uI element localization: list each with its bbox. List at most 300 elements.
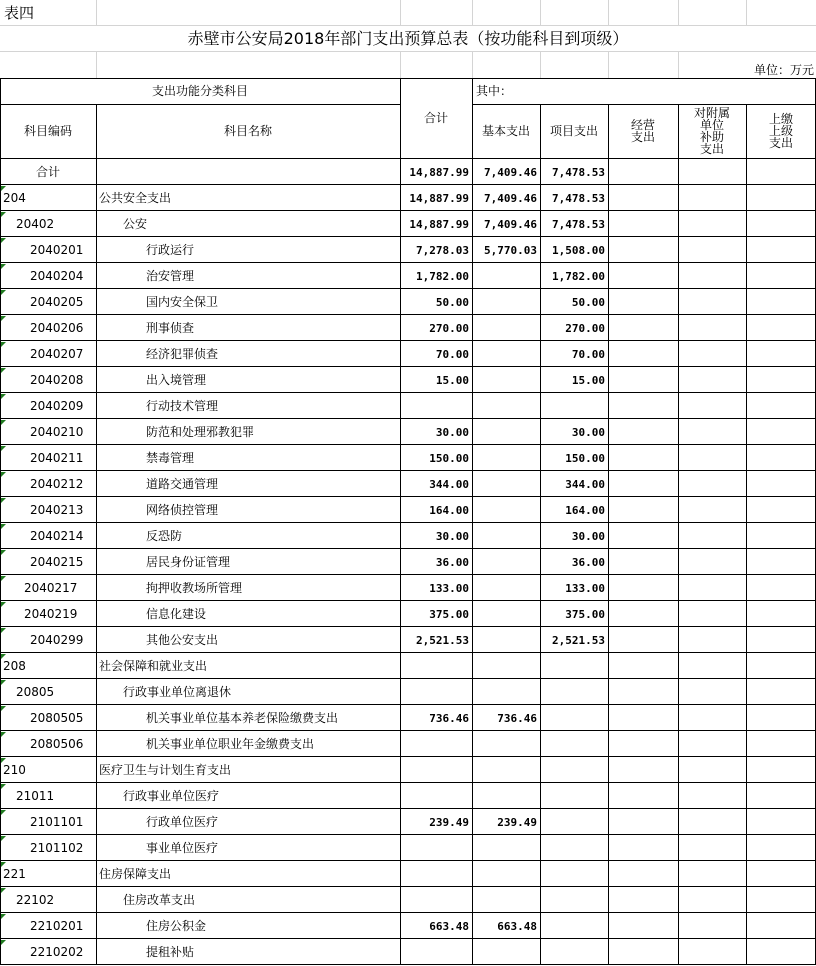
row-empty-cell[interactable] [678, 549, 746, 575]
row-code[interactable]: 2040209 [30, 399, 84, 413]
table-border [0, 104, 400, 105]
row-empty-cell[interactable] [678, 159, 746, 185]
row-empty-cell[interactable] [608, 705, 678, 731]
row-empty-cell[interactable] [746, 809, 816, 835]
cell-marker-icon [1, 602, 6, 607]
row-empty-cell[interactable] [608, 861, 678, 887]
table-border [0, 392, 816, 393]
table-border [0, 548, 816, 549]
row-empty-cell[interactable] [746, 341, 816, 367]
row-empty-cell[interactable] [746, 939, 816, 965]
row-total[interactable]: 2,521.53 [416, 633, 469, 647]
row-code[interactable]: 210 [3, 763, 26, 777]
row-empty-cell[interactable] [746, 419, 816, 445]
row-empty-cell[interactable] [746, 289, 816, 315]
gridline [608, 52, 609, 78]
cell-marker-icon [1, 706, 6, 711]
row-basic[interactable] [472, 523, 540, 549]
row-code[interactable]: 2040212 [30, 477, 84, 491]
row-name[interactable]: 社会保障和就业支出 [99, 659, 208, 673]
row-empty-cell[interactable] [678, 393, 746, 419]
row-total[interactable] [400, 731, 472, 757]
row-empty-cell[interactable] [678, 939, 746, 965]
header-basic[interactable]: 基本支出 [481, 124, 530, 138]
row-empty-cell[interactable] [746, 523, 816, 549]
cell-marker-icon [1, 758, 6, 763]
table-border [0, 340, 816, 341]
row-total[interactable]: 150.00 [429, 451, 469, 465]
row-name[interactable]: 住房改革支出 [123, 893, 196, 907]
row-code[interactable]: 2040201 [30, 243, 84, 257]
row-empty-cell[interactable] [678, 575, 746, 601]
row-code[interactable]: 2040207 [30, 347, 84, 361]
row-basic[interactable]: 7,409.46 [484, 217, 537, 231]
row-empty-cell[interactable] [678, 783, 746, 809]
row-empty-cell[interactable] [678, 913, 746, 939]
row-total[interactable]: 14,887.99 [409, 217, 469, 231]
row-empty-cell[interactable] [678, 341, 746, 367]
row-empty-cell[interactable] [608, 445, 678, 471]
table-border [0, 912, 816, 913]
row-empty-cell[interactable] [608, 809, 678, 835]
row-name[interactable]: 治安管理 [146, 269, 195, 283]
row-basic[interactable] [472, 263, 540, 289]
row-total[interactable]: 50.00 [435, 295, 469, 309]
row-total[interactable]: 1,782.00 [416, 269, 469, 283]
row-code[interactable]: 22102 [16, 893, 55, 907]
row-empty-cell[interactable] [608, 393, 678, 419]
row-name[interactable]: 机关事业单位基本养老保险缴费支出 [146, 711, 339, 725]
header-name[interactable]: 科目名称 [223, 124, 272, 138]
row-empty-cell[interactable] [746, 237, 816, 263]
row-name[interactable]: 反恐防 [146, 529, 183, 543]
row-project[interactable]: 150.00 [565, 451, 605, 465]
row-basic[interactable] [472, 601, 540, 627]
row-empty-cell[interactable] [608, 913, 678, 939]
row-basic[interactable] [472, 445, 540, 471]
table-border [0, 314, 816, 315]
row-code[interactable]: 2040211 [30, 451, 84, 465]
row-total[interactable]: 270.00 [429, 321, 469, 335]
row-empty-cell[interactable] [746, 705, 816, 731]
row-empty-cell[interactable] [746, 835, 816, 861]
row-empty-cell[interactable] [746, 315, 816, 341]
row-empty-cell[interactable] [746, 263, 816, 289]
row-total[interactable]: 164.00 [429, 503, 469, 517]
row-basic[interactable] [472, 289, 540, 315]
row-name[interactable] [96, 159, 400, 185]
row-code[interactable]: 2040219 [24, 607, 78, 621]
row-project[interactable]: 164.00 [565, 503, 605, 517]
row-name[interactable]: 禁毒管理 [146, 451, 195, 465]
row-name[interactable]: 拘押收教场所管理 [146, 581, 243, 595]
row-empty-cell[interactable] [678, 237, 746, 263]
row-empty-cell[interactable] [608, 289, 678, 315]
row-empty-cell[interactable] [678, 705, 746, 731]
row-project[interactable] [540, 653, 608, 679]
row-project[interactable]: 133.00 [565, 581, 605, 595]
row-code[interactable]: 2080505 [30, 711, 84, 725]
row-basic[interactable] [472, 861, 540, 887]
row-basic[interactable] [472, 341, 540, 367]
row-empty-cell[interactable] [746, 783, 816, 809]
row-empty-cell[interactable] [746, 913, 816, 939]
row-empty-cell[interactable] [608, 549, 678, 575]
row-empty-cell[interactable] [678, 809, 746, 835]
row-empty-cell[interactable] [608, 601, 678, 627]
row-project[interactable]: 1,508.00 [552, 243, 605, 257]
row-code[interactable]: 2040214 [30, 529, 84, 543]
row-basic[interactable] [472, 419, 540, 445]
row-code[interactable]: 2210202 [30, 945, 84, 959]
row-empty-cell[interactable] [678, 185, 746, 211]
row-basic[interactable] [472, 471, 540, 497]
row-project[interactable]: 70.00 [571, 347, 605, 361]
row-total[interactable]: 70.00 [435, 347, 469, 361]
row-empty-cell[interactable] [678, 263, 746, 289]
row-basic[interactable] [472, 835, 540, 861]
row-basic[interactable]: 663.48 [497, 919, 537, 933]
row-code[interactable]: 20805 [16, 685, 55, 699]
row-project[interactable]: 30.00 [571, 425, 605, 439]
cell-marker-icon [1, 238, 6, 243]
row-total[interactable] [400, 679, 472, 705]
row-total[interactable]: 7,278.03 [416, 243, 469, 257]
row-total[interactable] [400, 835, 472, 861]
row-empty-cell[interactable] [608, 523, 678, 549]
row-empty-cell[interactable] [608, 627, 678, 653]
row-empty-cell[interactable] [608, 783, 678, 809]
row-empty-cell[interactable] [608, 341, 678, 367]
row-project[interactable] [540, 887, 608, 913]
row-basic[interactable] [472, 627, 540, 653]
row-code[interactable]: 2080506 [30, 737, 84, 751]
row-project[interactable] [540, 705, 608, 731]
row-basic[interactable] [472, 393, 540, 419]
table-border [0, 78, 816, 79]
row-code[interactable]: 2040215 [30, 555, 84, 569]
unit-label[interactable]: 单位：万元 [753, 63, 814, 77]
row-basic[interactable] [472, 757, 540, 783]
row-empty-cell[interactable] [608, 185, 678, 211]
row-empty-cell[interactable] [678, 861, 746, 887]
row-name[interactable]: 医疗卫生与计划生育支出 [99, 763, 232, 777]
row-empty-cell[interactable] [608, 471, 678, 497]
table-border [0, 78, 1, 965]
row-empty-cell[interactable] [608, 575, 678, 601]
row-empty-cell[interactable] [678, 653, 746, 679]
row-total[interactable]: 36.00 [435, 555, 469, 569]
row-name[interactable]: 国内安全保卫 [146, 295, 219, 309]
row-empty-cell[interactable] [746, 601, 816, 627]
row-empty-cell[interactable] [678, 731, 746, 757]
table-border [0, 756, 816, 757]
row-code[interactable]: 2040217 [24, 581, 78, 595]
gridline [0, 51, 816, 52]
row-code[interactable]: 2040208 [30, 373, 84, 387]
cell-marker-icon [1, 524, 6, 529]
row-project[interactable] [540, 939, 608, 965]
row-empty-cell[interactable] [678, 471, 746, 497]
row-total[interactable]: 239.49 [429, 815, 469, 829]
row-total[interactable]: 736.46 [429, 711, 469, 725]
row-project[interactable]: 270.00 [565, 321, 605, 335]
row-name[interactable]: 机关事业单位职业年金缴费支出 [146, 737, 315, 751]
row-code[interactable]: 20402 [16, 217, 55, 231]
row-empty-cell[interactable] [746, 731, 816, 757]
row-total[interactable]: 14,887.99 [409, 191, 469, 205]
row-empty-cell[interactable] [746, 861, 816, 887]
row-code[interactable]: 204 [3, 191, 26, 205]
row-code[interactable]: 21011 [16, 789, 55, 803]
row-empty-cell[interactable] [678, 835, 746, 861]
table-border [0, 366, 816, 367]
row-name[interactable]: 行政运行 [146, 243, 195, 257]
table-border [0, 782, 816, 783]
row-empty-cell[interactable] [678, 601, 746, 627]
row-project[interactable] [540, 393, 608, 419]
row-project[interactable] [540, 679, 608, 705]
row-empty-cell[interactable] [608, 419, 678, 445]
row-code[interactable]: 2040210 [30, 425, 84, 439]
row-code[interactable]: 221 [3, 867, 26, 881]
row-code[interactable]: 2101102 [30, 841, 84, 855]
row-project[interactable]: 375.00 [565, 607, 605, 621]
row-basic[interactable] [472, 783, 540, 809]
row-project[interactable]: 7,478.53 [552, 217, 605, 231]
row-empty-cell[interactable] [746, 159, 816, 185]
row-basic[interactable] [472, 887, 540, 913]
row-empty-cell[interactable] [608, 237, 678, 263]
row-name[interactable]: 经济犯罪侦查 [146, 347, 219, 361]
row-empty-cell[interactable] [608, 211, 678, 237]
row-empty-cell[interactable] [746, 549, 816, 575]
row-empty-cell[interactable] [678, 289, 746, 315]
row-total[interactable]: 30.00 [435, 425, 469, 439]
row-empty-cell[interactable] [608, 679, 678, 705]
cell-marker-icon [1, 680, 6, 685]
row-empty-cell[interactable] [608, 367, 678, 393]
header-project[interactable]: 项目支出 [549, 124, 598, 138]
row-code[interactable]: 2040213 [30, 503, 84, 517]
row-basic[interactable] [472, 679, 540, 705]
gridline [472, 52, 473, 78]
row-project[interactable]: 7,478.53 [552, 165, 605, 179]
header-operating[interactable] [608, 104, 678, 158]
header-function-class[interactable]: 支出功能分类科目 [151, 84, 248, 98]
cell-marker-icon [1, 628, 6, 633]
row-name[interactable]: 出入境管理 [146, 373, 207, 387]
row-empty-cell[interactable] [608, 835, 678, 861]
row-empty-cell[interactable] [678, 419, 746, 445]
row-empty-cell[interactable] [746, 497, 816, 523]
row-total[interactable] [400, 887, 472, 913]
row-project[interactable]: 50.00 [571, 295, 605, 309]
row-total[interactable]: 14,887.99 [409, 165, 469, 179]
row-empty-cell[interactable] [678, 757, 746, 783]
row-name[interactable]: 公共安全支出 [99, 191, 172, 205]
row-name[interactable]: 事业单位医疗 [146, 841, 219, 855]
row-basic[interactable] [472, 653, 540, 679]
row-name[interactable]: 其他公安支出 [146, 633, 219, 647]
row-project[interactable]: 15.00 [571, 373, 605, 387]
row-empty-cell[interactable] [746, 211, 816, 237]
row-total[interactable] [400, 861, 472, 887]
row-name[interactable]: 公安 [123, 217, 148, 231]
table-border [0, 652, 816, 653]
row-total[interactable]: 30.00 [435, 529, 469, 543]
cell-marker-icon [1, 654, 6, 659]
table-border [0, 522, 816, 523]
row-total[interactable] [400, 783, 472, 809]
row-empty-cell[interactable] [678, 211, 746, 237]
row-empty-cell[interactable] [746, 887, 816, 913]
cell-marker-icon [1, 394, 6, 399]
row-code[interactable]: 合计 [36, 165, 61, 179]
row-basic[interactable]: 7,409.46 [484, 191, 537, 205]
row-name[interactable]: 居民身份证管理 [146, 555, 231, 569]
row-basic[interactable]: 5,770.03 [484, 243, 537, 257]
row-total[interactable]: 375.00 [429, 607, 469, 621]
row-empty-cell[interactable] [746, 185, 816, 211]
row-basic[interactable]: 736.46 [497, 711, 537, 725]
cell-marker-icon [1, 342, 6, 347]
row-name[interactable]: 行政事业单位医疗 [123, 789, 220, 803]
row-basic[interactable] [472, 497, 540, 523]
row-name[interactable]: 住房保障支出 [99, 867, 172, 881]
row-total[interactable]: 15.00 [435, 373, 469, 387]
row-empty-cell[interactable] [746, 757, 816, 783]
row-basic[interactable]: 7,409.46 [484, 165, 537, 179]
row-project[interactable] [540, 861, 608, 887]
cell-marker-icon [1, 810, 6, 815]
row-empty-cell[interactable] [608, 497, 678, 523]
row-project[interactable] [540, 783, 608, 809]
row-empty-cell[interactable] [678, 497, 746, 523]
sheet-label[interactable]: 表四 [4, 3, 35, 22]
row-total[interactable] [400, 757, 472, 783]
row-project[interactable]: 30.00 [571, 529, 605, 543]
table-border [0, 730, 816, 731]
row-empty-cell[interactable] [678, 627, 746, 653]
row-project[interactable] [540, 809, 608, 835]
row-code[interactable]: 2040204 [30, 269, 84, 283]
row-empty-cell[interactable] [746, 653, 816, 679]
row-name[interactable]: 行政单位医疗 [146, 815, 219, 829]
row-total[interactable] [400, 653, 472, 679]
row-basic[interactable] [472, 549, 540, 575]
row-total[interactable]: 663.48 [429, 919, 469, 933]
row-name[interactable]: 行动技术管理 [146, 399, 219, 413]
row-name[interactable]: 住房公积金 [146, 919, 207, 933]
gridline [472, 0, 473, 26]
row-empty-cell[interactable] [746, 679, 816, 705]
header-remit[interactable] [746, 104, 816, 158]
row-basic[interactable] [472, 731, 540, 757]
row-empty-cell[interactable] [746, 367, 816, 393]
row-total[interactable]: 344.00 [429, 477, 469, 491]
row-project[interactable] [540, 757, 608, 783]
header-total[interactable]: 合计 [423, 111, 448, 125]
row-code[interactable]: 208 [3, 659, 26, 673]
row-empty-cell[interactable] [608, 939, 678, 965]
row-code[interactable]: 2040206 [30, 321, 84, 335]
row-project[interactable]: 344.00 [565, 477, 605, 491]
row-project[interactable]: 36.00 [571, 555, 605, 569]
row-empty-cell[interactable] [608, 315, 678, 341]
row-empty-cell[interactable] [746, 627, 816, 653]
table-border [0, 886, 816, 887]
row-empty-cell[interactable] [746, 393, 816, 419]
row-basic[interactable] [472, 939, 540, 965]
row-total[interactable] [400, 939, 472, 965]
row-total[interactable] [400, 393, 472, 419]
row-empty-cell[interactable] [746, 445, 816, 471]
row-basic[interactable] [472, 575, 540, 601]
row-project[interactable]: 1,782.00 [552, 269, 605, 283]
row-project[interactable]: 2,521.53 [552, 633, 605, 647]
row-name[interactable]: 提租补贴 [146, 945, 195, 959]
row-basic[interactable]: 239.49 [497, 815, 537, 829]
row-code[interactable]: 2101101 [30, 815, 84, 829]
row-empty-cell[interactable] [746, 471, 816, 497]
row-basic[interactable] [472, 315, 540, 341]
row-name[interactable]: 信息化建设 [146, 607, 207, 621]
header-among[interactable]: 其中： [476, 84, 513, 98]
row-name[interactable]: 行政事业单位离退休 [123, 685, 232, 699]
header-subsidy[interactable] [678, 104, 746, 158]
row-code[interactable]: 2040299 [30, 633, 84, 647]
row-empty-cell[interactable] [678, 367, 746, 393]
row-name[interactable]: 刑事侦查 [146, 321, 195, 335]
table-border [0, 704, 816, 705]
row-empty-cell[interactable] [608, 159, 678, 185]
gridline [400, 0, 401, 26]
row-empty-cell[interactable] [608, 263, 678, 289]
row-empty-cell[interactable] [746, 575, 816, 601]
row-project[interactable] [540, 835, 608, 861]
gridline [608, 0, 609, 26]
row-empty-cell[interactable] [608, 757, 678, 783]
row-empty-cell[interactable] [608, 653, 678, 679]
row-empty-cell[interactable] [608, 887, 678, 913]
report-title[interactable]: 赤壁市公安局2018年部门支出预算总表（按功能科目到项级） [187, 29, 629, 48]
row-empty-cell[interactable] [678, 679, 746, 705]
row-total[interactable]: 133.00 [429, 581, 469, 595]
row-name[interactable]: 道路交通管理 [146, 477, 219, 491]
row-empty-cell[interactable] [608, 731, 678, 757]
row-project[interactable] [540, 731, 608, 757]
row-empty-cell[interactable] [678, 523, 746, 549]
table-border [400, 78, 401, 965]
row-project[interactable]: 7,478.53 [552, 191, 605, 205]
table-border [96, 104, 97, 965]
row-empty-cell[interactable] [678, 445, 746, 471]
table-border [746, 104, 747, 965]
row-code[interactable]: 2040205 [30, 295, 84, 309]
cell-marker-icon [1, 420, 6, 425]
row-empty-cell[interactable] [678, 315, 746, 341]
row-name[interactable]: 网络侦控管理 [146, 503, 219, 517]
cell-marker-icon [1, 498, 6, 503]
row-basic[interactable] [472, 367, 540, 393]
cell-marker-icon [1, 576, 6, 581]
row-code[interactable]: 2210201 [30, 919, 84, 933]
row-project[interactable] [540, 913, 608, 939]
row-name[interactable]: 防范和处理邪教犯罪 [146, 425, 255, 439]
row-empty-cell[interactable] [678, 887, 746, 913]
header-code[interactable]: 科目编码 [23, 124, 72, 138]
